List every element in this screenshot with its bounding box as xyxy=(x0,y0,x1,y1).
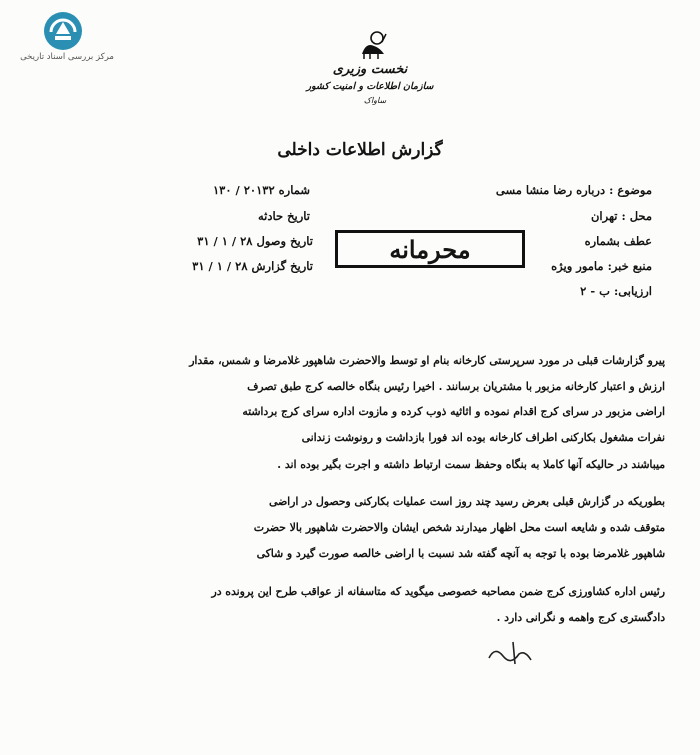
confidential-stamp: محرمانه xyxy=(335,230,525,268)
source-field: منبع خبر: مامور ویژه xyxy=(551,259,652,273)
watermark-text: مرکز بررسی اسناد تاریخی xyxy=(20,52,114,62)
report-date: تاریخ گزارش ۲۸ / ۱ / ۳۱ xyxy=(192,259,313,273)
body-line: بطوریکه در گزارش قبلی بعرض رسید چند روز است عملیات بکارکنی وحصول در اراضی xyxy=(269,495,665,508)
org-name-line1: نخست وزیری xyxy=(332,62,408,77)
received-date: تاریخ وصول ۲۸ / ۱ / ۳۱ xyxy=(197,234,313,248)
body-line: ارزش و اعتبار کارخانه مزبور با مشتریان برسانند . اخیرا رئیس بنگاه خالصه کرج طبق تصرف xyxy=(247,380,665,393)
body-line: دادگستری کرج واهمه و نگرانی دارد . xyxy=(496,611,665,624)
body-line: پیرو گزارشات قبلی در مورد سرپرستی کارخانه بنام او توسط والاحضرت شاهپور غلامرضا و شمس، مقدار xyxy=(189,354,665,367)
body-line: متوقف شده و شایعه است محل اظهار میدارند شخص ایشان والاحضرت شاهپور بالا حضرت xyxy=(253,521,665,534)
body-line: میباشند در حالیکه آنها کاملا به بنگاه وحفظ سمت ارتباط داشته و اجرت بگیر بوده اند . xyxy=(277,458,665,471)
signature-mark-icon xyxy=(485,638,545,668)
org-name-line3: ساواک xyxy=(363,96,387,105)
document-title: گزارش اطلاعات داخلی xyxy=(277,140,443,160)
body-line: شاهپور غلامرضا بوده با توجه به آنچه گفته شد نسبت با اراضی خالصه صورت گیرد و شاکی xyxy=(256,547,665,560)
body-line: اراضی مزبور در سرای کرج اقدام نموده و اثاثیه ذوب کرده و مازوت اداره سرای کرج برداشته xyxy=(242,405,665,418)
reference-number-field: عطف بشماره xyxy=(584,234,652,248)
document-number: شماره ۲۰۱۳۲ / ۱۳۰ xyxy=(212,183,310,197)
org-name-line2: سازمان اطلاعات و امنیت کشور xyxy=(306,81,434,92)
archive-watermark-logo xyxy=(12,10,122,68)
body-line: رئیس اداره کشاورزی کرج ضمن مصاحبه خصوصی میگوید که متاسفانه از عواقب طرح این پرونده در xyxy=(211,585,665,598)
place-field: محل : تهران xyxy=(590,209,652,223)
evaluation-field: ارزیابی: ب - ۲ xyxy=(580,284,652,298)
lion-and-sun-emblem-icon xyxy=(358,28,388,60)
archive-logo-icon xyxy=(42,10,84,52)
event-date-label: تاریخ حادثه xyxy=(258,209,310,223)
body-line: نفرات مشغول بکارکنی اطراف کارخانه بوده اند فورا بازداشت و رونوشت زندانی xyxy=(301,431,665,444)
subject-field: موضوع : درباره رضا منشا مسی xyxy=(495,183,652,197)
